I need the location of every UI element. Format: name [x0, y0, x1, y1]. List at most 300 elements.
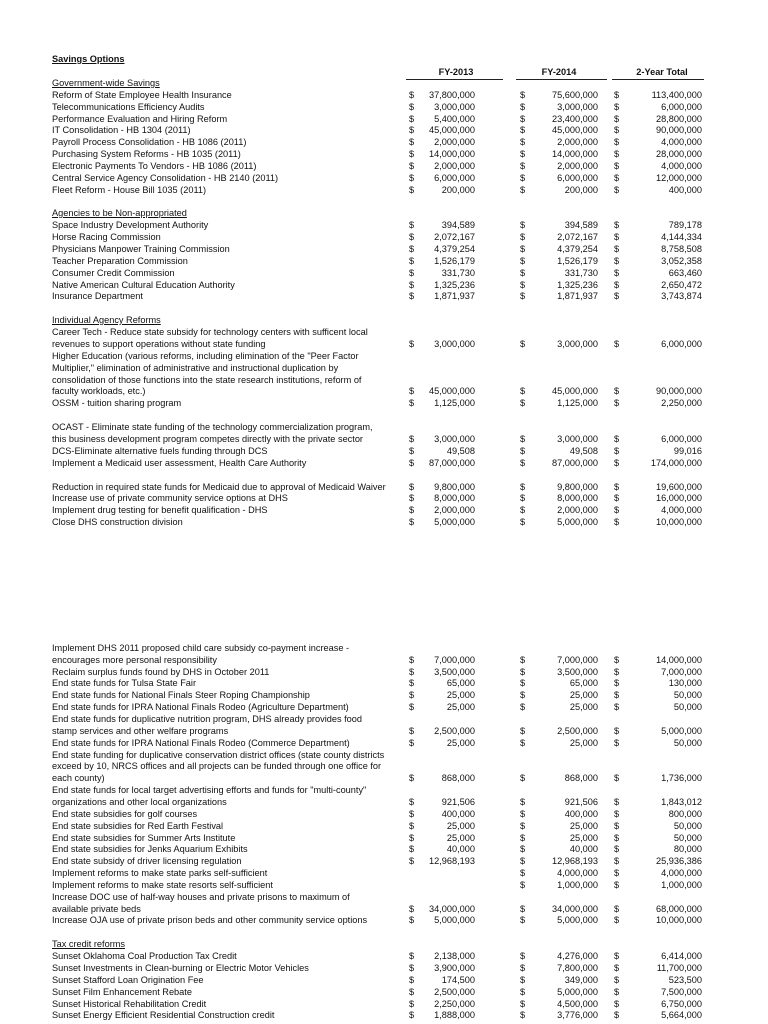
dollar-sign-fy2013: $ [409, 773, 415, 783]
amount-total: 6,000,000 [661, 434, 702, 444]
table-row [0, 457, 768, 469]
row-description: End state funds for IPRA National Finals Rodeo (Commerce Department) [52, 738, 350, 748]
amount-fy2013: 9,800,000 [434, 482, 475, 492]
amount-total: 789,178 [668, 220, 702, 230]
amount-fy2014: 3,500,000 [557, 667, 598, 677]
dollar-sign-fy2014: $ [520, 667, 526, 677]
dollar-sign-fy2013: $ [409, 999, 415, 1009]
row-description: stamp services and other welfare programs [52, 726, 229, 736]
amount-fy2013: 1,871,937 [434, 291, 475, 301]
dollar-sign-fy2014: $ [520, 291, 526, 301]
dollar-sign-fy2014: $ [520, 738, 526, 748]
amount-total: 90,000,000 [656, 386, 702, 396]
amount-total: 50,000 [673, 702, 702, 712]
dollar-sign-total: $ [614, 114, 620, 124]
amount-fy2013: 868,000 [441, 773, 475, 783]
amount-fy2014: 1,526,179 [557, 256, 598, 266]
amount-fy2013: 25,000 [446, 833, 475, 843]
amount-total: 12,000,000 [656, 173, 702, 183]
header-2-year-total: 2-Year Total [636, 67, 688, 77]
table-row [0, 148, 768, 160]
dollar-sign-total: $ [614, 280, 620, 290]
amount-fy2013: 200,000 [441, 185, 475, 195]
dollar-sign-total: $ [614, 161, 620, 171]
dollar-sign-total: $ [614, 398, 620, 408]
document-title: Savings Options [52, 54, 125, 64]
dollar-sign-fy2014: $ [520, 493, 526, 503]
table-row [0, 350, 768, 362]
table-row [0, 654, 768, 666]
table-row [0, 974, 768, 986]
dollar-sign-fy2013: $ [409, 268, 415, 278]
row-description: OSSM - tuition sharing program [52, 398, 182, 408]
row-description: Implement drug testing for benefit qualification - DHS [52, 505, 268, 515]
amount-total: 5,664,000 [661, 1010, 702, 1020]
row-description: consolidation of those functions into the state research institutions, reform of [52, 375, 362, 385]
amount-fy2013: 2,000,000 [434, 161, 475, 171]
row-description: Reclaim surplus funds found by DHS in October 2011 [52, 667, 270, 677]
section-heading: Tax credit reforms [52, 939, 126, 949]
table-row [0, 784, 768, 796]
amount-total: 50,000 [673, 821, 702, 831]
dollar-sign-total: $ [614, 738, 620, 748]
table-row [0, 677, 768, 689]
row-description: this business development program competes directly with the private sector [52, 434, 363, 444]
dollar-sign-total: $ [614, 220, 620, 230]
section-heading-row [0, 938, 768, 950]
amount-total: 4,000,000 [661, 505, 702, 515]
table-row [0, 433, 768, 445]
amount-fy2013: 2,138,000 [434, 951, 475, 961]
amount-total: 50,000 [673, 833, 702, 843]
amount-total: 6,000,000 [661, 102, 702, 112]
amount-total: 663,460 [668, 268, 702, 278]
amount-total: 6,000,000 [661, 339, 702, 349]
amount-fy2013: 2,000,000 [434, 137, 475, 147]
table-row [0, 267, 768, 279]
row-description: End state funds for duplicative nutrition program, DHS already provides food [52, 714, 362, 724]
dollar-sign-total: $ [614, 821, 620, 831]
row-description: Native American Cultural Education Authority [52, 280, 235, 290]
dollar-sign-fy2013: $ [409, 149, 415, 159]
amount-total: 28,000,000 [656, 149, 702, 159]
dollar-sign-total: $ [614, 844, 620, 854]
table-row [0, 124, 768, 136]
amount-total: 6,414,000 [661, 951, 702, 961]
amount-fy2013: 25,000 [446, 690, 475, 700]
amount-fy2014: 4,276,000 [557, 951, 598, 961]
amount-fy2013: 2,250,000 [434, 999, 475, 1009]
amount-fy2013: 49,508 [446, 446, 475, 456]
amount-fy2014: 5,000,000 [557, 987, 598, 997]
amount-fy2013: 174,500 [441, 975, 475, 985]
amount-fy2014: 4,500,000 [557, 999, 598, 1009]
dollar-sign-fy2014: $ [520, 220, 526, 230]
row-description: Payroll Process Consolidation - HB 1086 (2011) [52, 137, 247, 147]
amount-fy2013: 5,400,000 [434, 114, 475, 124]
row-description: Multiplier," elimination of administrative and instructional duplication by [52, 363, 339, 373]
dollar-sign-fy2014: $ [520, 856, 526, 866]
amount-fy2013: 14,000,000 [429, 149, 475, 159]
dollar-sign-fy2013: $ [409, 738, 415, 748]
dollar-sign-fy2014: $ [520, 999, 526, 1009]
table-row [0, 338, 768, 350]
dollar-sign-fy2014: $ [520, 987, 526, 997]
amount-fy2013: 3,500,000 [434, 667, 475, 677]
table-row [0, 231, 768, 243]
dollar-sign-fy2014: $ [520, 90, 526, 100]
dollar-sign-total: $ [614, 726, 620, 736]
amount-total: 1,843,012 [661, 797, 702, 807]
dollar-sign-fy2013: $ [409, 690, 415, 700]
table-row [0, 397, 768, 409]
table-row [0, 362, 768, 374]
amount-fy2013: 394,589 [441, 220, 475, 230]
dollar-sign-total: $ [614, 434, 620, 444]
table-row [0, 445, 768, 457]
row-description: Higher Education (various reforms, including elimination of the "Peer Factor [52, 351, 359, 361]
dollar-sign-total: $ [614, 987, 620, 997]
document-title-line [0, 53, 768, 65]
dollar-sign-fy2013: $ [409, 185, 415, 195]
amount-fy2014: 5,000,000 [557, 517, 598, 527]
dollar-sign-total: $ [614, 232, 620, 242]
amount-total: 90,000,000 [656, 125, 702, 135]
dollar-sign-fy2014: $ [520, 880, 526, 890]
row-description: DCS-Eliminate alternative fuels funding through DCS [52, 446, 268, 456]
dollar-sign-total: $ [614, 446, 620, 456]
dollar-sign-fy2014: $ [520, 797, 526, 807]
table-row [0, 326, 768, 338]
dollar-sign-fy2014: $ [520, 773, 526, 783]
table-row [0, 986, 768, 998]
row-description: End state funds for National Finals Steer Roping Championship [52, 690, 310, 700]
row-description: IT Consolidation - HB 1304 (2011) [52, 125, 191, 135]
table-row [0, 89, 768, 101]
amount-fy2014: 7,800,000 [557, 963, 598, 973]
dollar-sign-fy2013: $ [409, 904, 415, 914]
amount-fy2014: 23,400,000 [552, 114, 598, 124]
amount-fy2014: 25,000 [569, 702, 598, 712]
row-description: Implement reforms to make state parks self-sufficient [52, 868, 268, 878]
dollar-sign-fy2013: $ [409, 173, 415, 183]
table-row [0, 713, 768, 725]
dollar-sign-fy2014: $ [520, 173, 526, 183]
dollar-sign-fy2013: $ [409, 458, 415, 468]
amount-fy2014: 25,000 [569, 833, 598, 843]
row-description: organizations and other local organizations [52, 797, 227, 807]
dollar-sign-fy2013: $ [409, 493, 415, 503]
amount-fy2013: 87,000,000 [429, 458, 475, 468]
amount-total: 68,000,000 [656, 904, 702, 914]
amount-fy2014: 4,000,000 [557, 868, 598, 878]
table-row [0, 867, 768, 879]
section-heading: Agencies to be Non-appropriated [52, 208, 187, 218]
dollar-sign-fy2014: $ [520, 458, 526, 468]
amount-fy2013: 8,000,000 [434, 493, 475, 503]
amount-total: 4,000,000 [661, 161, 702, 171]
dollar-sign-fy2013: $ [409, 797, 415, 807]
amount-fy2013: 25,000 [446, 738, 475, 748]
dollar-sign-total: $ [614, 517, 620, 527]
row-description: revenues to support operations without state funding [52, 339, 266, 349]
dollar-sign-fy2014: $ [520, 161, 526, 171]
dollar-sign-total: $ [614, 125, 620, 135]
row-description: Implement a Medicaid user assessment, Health Care Authority [52, 458, 307, 468]
table-row [0, 504, 768, 516]
dollar-sign-fy2013: $ [409, 90, 415, 100]
table-row [0, 101, 768, 113]
table-row [0, 891, 768, 903]
amount-total: 80,000 [673, 844, 702, 854]
table-row [0, 421, 768, 433]
table-row [0, 950, 768, 962]
row-description: Sunset Stafford Loan Origination Fee [52, 975, 204, 985]
table-row [0, 385, 768, 397]
table-row [0, 290, 768, 302]
table-row [0, 219, 768, 231]
dollar-sign-fy2013: $ [409, 232, 415, 242]
dollar-sign-fy2014: $ [520, 505, 526, 515]
amount-total: 14,000,000 [656, 655, 702, 665]
row-description: Central Service Agency Consolidation - HB 2140 (2011) [52, 173, 279, 183]
table-row [0, 172, 768, 184]
dollar-sign-fy2013: $ [409, 678, 415, 688]
dollar-sign-fy2013: $ [409, 220, 415, 230]
amount-total: 8,758,508 [661, 244, 702, 254]
dollar-sign-fy2013: $ [409, 161, 415, 171]
dollar-sign-fy2013: $ [409, 256, 415, 266]
amount-fy2014: 1,125,000 [557, 398, 598, 408]
dollar-sign-total: $ [614, 963, 620, 973]
amount-fy2013: 2,072,167 [434, 232, 475, 242]
dollar-sign-total: $ [614, 951, 620, 961]
amount-fy2014: 2,500,000 [557, 726, 598, 736]
amount-fy2014: 331,730 [564, 268, 598, 278]
row-description: faculty workloads, etc.) [52, 386, 146, 396]
amount-fy2013: 921,506 [441, 797, 475, 807]
row-description: Increase DOC use of half-way houses and private prisons to maximum of [52, 892, 350, 902]
row-description: Sunset Film Enhancement Rebate [52, 987, 192, 997]
dollar-sign-total: $ [614, 880, 620, 890]
amount-fy2013: 3,000,000 [434, 434, 475, 444]
amount-fy2013: 3,000,000 [434, 339, 475, 349]
row-description: Fleet Reform - House Bill 1035 (2011) [52, 185, 207, 195]
amount-fy2014: 45,000,000 [552, 125, 598, 135]
dollar-sign-total: $ [614, 655, 620, 665]
amount-total: 113,400,000 [651, 90, 702, 100]
table-row [0, 255, 768, 267]
dollar-sign-fy2014: $ [520, 244, 526, 254]
amount-fy2014: 1,871,937 [557, 291, 598, 301]
row-description: available private beds [52, 904, 141, 914]
amount-total: 3,052,358 [661, 256, 702, 266]
dollar-sign-fy2014: $ [520, 702, 526, 712]
dollar-sign-fy2014: $ [520, 821, 526, 831]
dollar-sign-fy2014: $ [520, 268, 526, 278]
table-row [0, 642, 768, 654]
amount-total: 400,000 [668, 185, 702, 195]
amount-total: 99,016 [673, 446, 702, 456]
dollar-sign-fy2014: $ [520, 232, 526, 242]
dollar-sign-total: $ [614, 90, 620, 100]
row-description: Sunset Energy Efficient Residential Construction credit [52, 1010, 275, 1020]
row-description: Horse Racing Commission [52, 232, 161, 242]
row-description: Telecommunications Efficiency Audits [52, 102, 205, 112]
amount-fy2014: 2,000,000 [557, 137, 598, 147]
amount-total: 7,000,000 [661, 667, 702, 677]
amount-fy2013: 5,000,000 [434, 915, 475, 925]
amount-fy2013: 45,000,000 [429, 125, 475, 135]
table-row [0, 1009, 768, 1021]
table-row [0, 760, 768, 772]
row-description: Reform of State Employee Health Insurance [52, 90, 232, 100]
dollar-sign-fy2014: $ [520, 339, 526, 349]
dollar-sign-fy2013: $ [409, 339, 415, 349]
dollar-sign-total: $ [614, 256, 620, 266]
amount-total: 11,700,000 [656, 963, 702, 973]
amount-fy2014: 34,000,000 [552, 904, 598, 914]
amount-fy2014: 3,000,000 [557, 102, 598, 112]
section-heading: Government-wide Savings [52, 78, 160, 88]
amount-total: 3,743,874 [661, 291, 702, 301]
row-description: End state subsidies for Red Earth Festival [52, 821, 224, 831]
dollar-sign-fy2014: $ [520, 517, 526, 527]
dollar-sign-fy2013: $ [409, 655, 415, 665]
dollar-sign-total: $ [614, 667, 620, 677]
table-row [0, 914, 768, 926]
amount-fy2014: 3,000,000 [557, 434, 598, 444]
dollar-sign-fy2014: $ [520, 482, 526, 492]
amount-fy2013: 7,000,000 [434, 655, 475, 665]
row-description: Performance Evaluation and Hiring Reform [52, 114, 228, 124]
amount-fy2014: 25,000 [569, 821, 598, 831]
header-fy2013: FY-2013 [438, 67, 474, 77]
table-row [0, 855, 768, 867]
dollar-sign-fy2013: $ [409, 291, 415, 301]
amount-fy2014: 921,506 [564, 797, 598, 807]
row-description: Sunset Historical Rehabilitation Credit [52, 999, 207, 1009]
amount-fy2014: 65,000 [569, 678, 598, 688]
dollar-sign-total: $ [614, 173, 620, 183]
dollar-sign-total: $ [614, 386, 620, 396]
amount-fy2014: 25,000 [569, 690, 598, 700]
table-row [0, 136, 768, 148]
dollar-sign-fy2013: $ [409, 517, 415, 527]
dollar-sign-fy2013: $ [409, 114, 415, 124]
row-description: End state funds for Tulsa State Fair [52, 678, 197, 688]
amount-fy2014: 7,000,000 [557, 655, 598, 665]
amount-fy2013: 1,325,236 [434, 280, 475, 290]
amount-total: 4,000,000 [661, 137, 702, 147]
dollar-sign-fy2014: $ [520, 137, 526, 147]
dollar-sign-fy2014: $ [520, 915, 526, 925]
row-description: each county) [52, 773, 105, 783]
amount-total: 25,936,386 [656, 856, 702, 866]
amount-fy2014: 9,800,000 [557, 482, 598, 492]
amount-fy2014: 1,000,000 [557, 880, 598, 890]
amount-total: 2,250,000 [661, 398, 702, 408]
section-heading: Individual Agency Reforms [52, 315, 161, 325]
dollar-sign-total: $ [614, 773, 620, 783]
amount-fy2014: 2,000,000 [557, 161, 598, 171]
amount-total: 523,500 [668, 975, 702, 985]
dollar-sign-fy2013: $ [409, 667, 415, 677]
dollar-sign-total: $ [614, 904, 620, 914]
amount-total: 5,000,000 [661, 726, 702, 736]
amount-fy2014: 1,325,236 [557, 280, 598, 290]
dollar-sign-fy2014: $ [520, 185, 526, 195]
dollar-sign-fy2013: $ [409, 821, 415, 831]
row-description: Career Tech - Reduce state subsidy for technology centers with sufficent local [52, 327, 368, 337]
amount-fy2013: 40,000 [446, 844, 475, 854]
amount-total: 6,750,000 [661, 999, 702, 1009]
amount-fy2013: 400,000 [441, 809, 475, 819]
amount-fy2014: 400,000 [564, 809, 598, 819]
row-description: Consumer Credit Commission [52, 268, 175, 278]
dollar-sign-total: $ [614, 1010, 620, 1020]
dollar-sign-total: $ [614, 244, 620, 254]
row-description: Purchasing System Reforms - HB 1035 (2011) [52, 149, 241, 159]
dollar-sign-fy2014: $ [520, 256, 526, 266]
dollar-sign-total: $ [614, 915, 620, 925]
amount-fy2013: 1,526,179 [434, 256, 475, 266]
dollar-sign-total: $ [614, 975, 620, 985]
dollar-sign-total: $ [614, 137, 620, 147]
dollar-sign-total: $ [614, 482, 620, 492]
amount-fy2014: 6,000,000 [557, 173, 598, 183]
amount-fy2014: 4,379,254 [557, 244, 598, 254]
row-description: End state subsidies for golf courses [52, 809, 198, 819]
amount-fy2014: 3,000,000 [557, 339, 598, 349]
dollar-sign-total: $ [614, 185, 620, 195]
dollar-sign-fy2013: $ [409, 446, 415, 456]
dollar-sign-fy2013: $ [409, 987, 415, 997]
row-description: Teacher Preparation Commission [52, 256, 188, 266]
section-heading-row [0, 207, 768, 219]
amount-total: 10,000,000 [656, 915, 702, 925]
row-description: Space Industry Development Authority [52, 220, 209, 230]
amount-fy2014: 868,000 [564, 773, 598, 783]
amount-fy2014: 5,000,000 [557, 915, 598, 925]
row-description: End state funds for IPRA National Finals Rodeo (Agriculture Department) [52, 702, 349, 712]
dollar-sign-fy2014: $ [520, 1010, 526, 1020]
dollar-sign-fy2013: $ [409, 726, 415, 736]
dollar-sign-fy2014: $ [520, 951, 526, 961]
dollar-sign-fy2014: $ [520, 655, 526, 665]
dollar-sign-total: $ [614, 678, 620, 688]
amount-total: 28,800,000 [656, 114, 702, 124]
dollar-sign-fy2014: $ [520, 125, 526, 135]
amount-fy2014: 12,968,193 [552, 856, 598, 866]
row-description: Reduction in required state funds for Medicaid due to approval of Medicaid Waiver [52, 482, 386, 492]
dollar-sign-fy2013: $ [409, 844, 415, 854]
dollar-sign-fy2013: $ [409, 915, 415, 925]
amount-fy2013: 3,900,000 [434, 963, 475, 973]
dollar-sign-fy2013: $ [409, 280, 415, 290]
dollar-sign-total: $ [614, 797, 620, 807]
row-description: Electronic Payments To Vendors - HB 1086 (2011) [52, 161, 257, 171]
amount-total: 19,600,000 [656, 482, 702, 492]
row-description: Insurance Department [52, 291, 143, 301]
dollar-sign-fy2014: $ [520, 386, 526, 396]
table-row [0, 243, 768, 255]
dollar-sign-fy2014: $ [520, 446, 526, 456]
row-description: Sunset Investments in Clean-burning or Electric Motor Vehicles [52, 963, 309, 973]
amount-fy2013: 65,000 [446, 678, 475, 688]
table-row [0, 796, 768, 808]
dollar-sign-fy2013: $ [409, 137, 415, 147]
